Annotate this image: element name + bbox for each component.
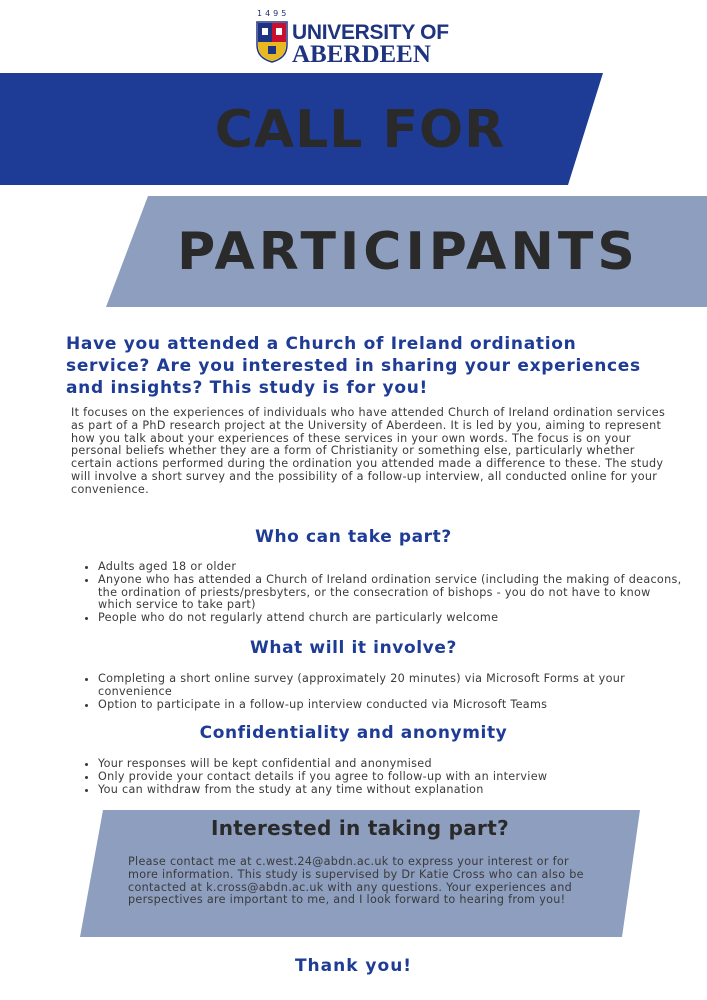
confidentiality-heading: Confidentiality and anonymity [199,723,508,743]
crest-icon [256,21,288,63]
involve-heading: What will it involve? [250,638,457,658]
list-item: • You can withdraw from the study at any time without explanation [98,784,688,797]
who-list [84,561,688,625]
hero-title-line2: PARTICIPANTS [177,222,639,282]
contact-heading: Interested in taking part? [211,816,509,840]
who-heading: Who can take part? [255,527,452,547]
logo-line2: ABERDEEN [292,41,431,68]
involve-list [84,673,688,711]
hero-title-line1: CALL FOR [214,100,506,160]
confidentiality-list [84,758,688,796]
list-item: • Adults aged 18 or older [98,561,688,574]
list-item: • People who do not regularly attend church are particularly welcome [98,612,688,625]
list-item: • Option to participate in a follow-up interview conducted via Microsoft Teams [98,699,688,712]
intro-heading: Have you attended a Church of Ireland ordination service? Are you interested in sharing your experiences and insights? This study is for you! [66,334,641,398]
study-description: It focuses on the experiences of individuals who have attended Church of Ireland ordination services as part of a PhD research project at the University of Aberdeen. It is led by you, aiming to represent how you talk about your experiences of these services in your own words. The focus is on your personal beliefs whether they are a form of Christianity or something else, particularly whether certain actions performed during the ordination you attended made a difference to these. The study will involve a short survey and the possibility of a follow-up interview, all conducted online for your convenience. [71,406,666,496]
thank-you: Thank you! [294,956,413,976]
list-item: • Completing a short online survey (approximately 20 minutes) via Microsoft Forms at your convenience [98,673,688,699]
list-item: • Only provide your contact details if you agree to follow-up with an interview [98,771,688,784]
list-item: • Anyone who has attended a Church of Ireland ordination service (including the making of deacons, the ordination of priests/presbyters, or the consecration of bishops - you do not have to know which service to take part) [98,574,688,612]
university-logo [256,9,449,68]
logo-line1: UNIVERSITY OF [292,21,449,44]
list-item: • Your responses will be kept confidential and anonymised [98,758,688,771]
contact-text: Please contact me at c.west.24@abdn.ac.uk to express your interest or for more information. This study is supervised by Dr Katie Cross who can also be contacted at k.cross@abdn.ac.uk with any questions. Your experiences and perspectives are important to me, and I look forward to hearing from you! [128,855,584,907]
logo-year: 1495 [257,9,290,18]
